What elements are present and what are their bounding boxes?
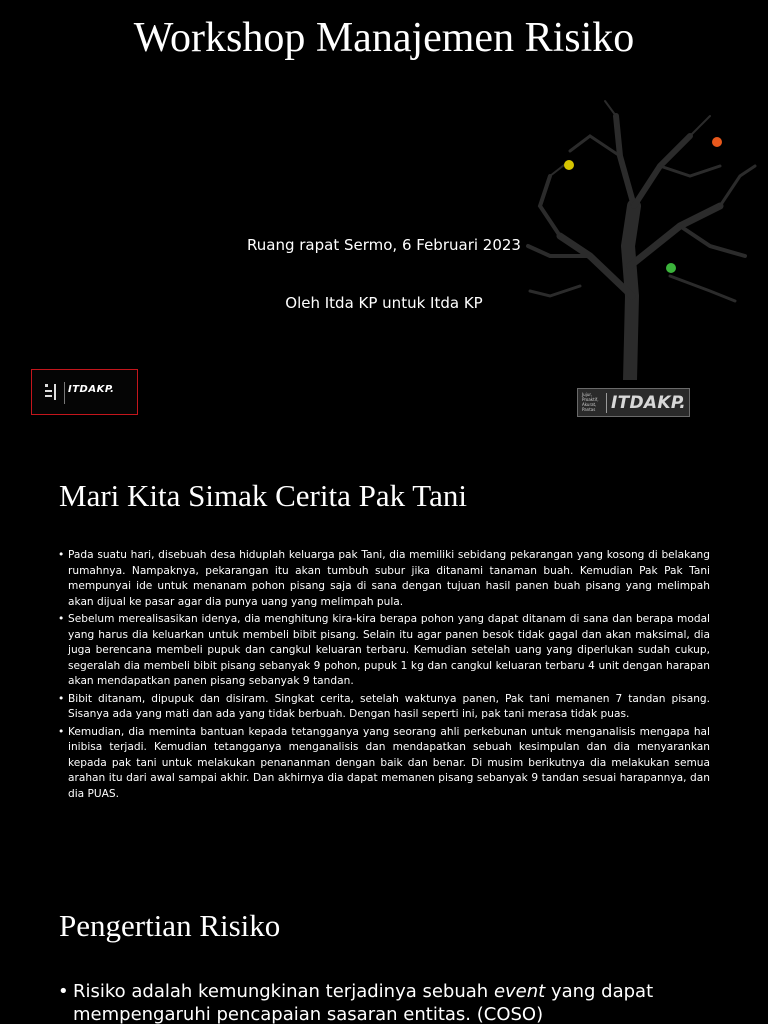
story-bullet: • Bibit ditanam, dipupuk dan disiram. Singkat cerita, setelah waktunya panen, Pak tani memanen 7 tandan pisang. Sisanya ada yang mati dan ada yang tidak berbuah. Dengan hasil seperti ini, pak tani merasa tidak puas. [58, 692, 710, 720]
fruit-yellow-icon [563, 159, 575, 171]
story-bullet: • Sebelum merealisasikan idenya, dia menghitung kira-kira berapa pohon yang dapat ditanam di sana dan berapa modal yang harus dia keluarkan untuk membeli bibit pisang. Selain itu agar panen besok tidak gagal dan akan maksimal, dia juga berencana membeli pupuk dan cangkul keluaran terbaru. Kemudian setelah uang yang diperlukan sudah cukup, segeralah dia membeli bibit pisang sebanyak 9 pohon, pupuk 1 kg dan cangkul keluaran terbaru 4 unit dengan harapan akan mendapatkan panen pisang sebanyak 9 tandan. [58, 613, 710, 687]
bullet-icon: • [58, 613, 65, 625]
bullet-icon: • [58, 981, 69, 1002]
slide-subtitle: Ruang rapat Sermo, 6 Februari 2023 [247, 236, 521, 254]
definition-bullet-list [58, 980, 698, 1024]
logo-left-text: ITDAKP. [68, 384, 115, 395]
slide-story [0, 440, 768, 880]
fruit-orange-icon [711, 136, 723, 148]
slide-story-title: Mari Kita Simak Cerita Pak Tani [59, 478, 467, 513]
story-bullet: • Pada suatu hari, disebuah desa hiduplah keluarga pak Tani, dia memiliki sebidang pekarangan yang kosong di belakang rumahnya. Nampaknya, pekarangan itu akan tumbuh subur jika ditanami tanaman buah. Kemudian Pak Pak Tani mempunyai ide untuk menanam pohon pisang saja di sana dengan tujuan hasil panen buah pisang yang melimpah akan dijual ke pasar agar dia punya uang yang melimpah pula. [58, 549, 710, 608]
itdakp-logo-left [31, 369, 138, 415]
slide-definition-title: Pengertian Risiko [59, 908, 281, 943]
logo-divider [606, 393, 607, 413]
bullet-icon: • [58, 725, 65, 738]
bullet-icon: • [58, 692, 65, 705]
logo-right-tagline: Jujur, Proaktif, Akurat, Pantas [582, 392, 599, 412]
fruit-green-icon [665, 262, 677, 274]
logo-right-text: ITDAKP. [611, 393, 686, 413]
definition-bullet: • Risiko adalah kemungkinan terjadinya sebuah event yang dapat mempengaruhi pencapaian sasaran entitas. (COSO) [58, 981, 654, 1024]
bullet-icon: • [58, 549, 65, 561]
itdakp-logo-right [577, 388, 690, 417]
slide-definition [0, 880, 768, 1024]
story-bullet-list [58, 548, 710, 804]
logo-mark-icon [44, 382, 58, 402]
slide-author: Oleh Itda KP untuk Itda KP [285, 294, 483, 312]
slide-title [0, 0, 768, 440]
logo-divider [64, 382, 65, 404]
slide-title-heading: Workshop Manajemen Risiko [133, 15, 635, 61]
story-bullet: • Kemudian, dia meminta bantuan kepada tetangganya yang seorang ahli perkebunan untuk menganalisis mengapa hal inibisa terjadi. Kemudian tetangganya menganalisis dan mendapatkan sebuah kesimpulan dan dia menyarankan kepada pak tani untuk melakukan penananman dengan baik dan benar. Di musim berikutnya dia melakukan semua arahan itu dari awal sampai akhir. Dan akhirnya dia dapat memanen pisang sebanyak 9 tandan sesuai harapannya, dan dia PUAS. [58, 725, 710, 800]
